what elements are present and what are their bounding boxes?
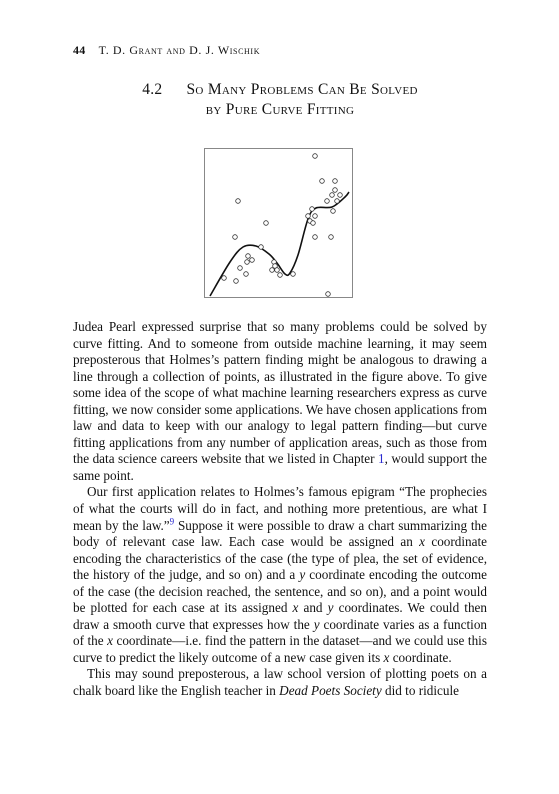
paragraph-1-end: , would support the same point. xyxy=(73,451,487,483)
body-text xyxy=(73,319,487,700)
data-point xyxy=(335,199,340,204)
data-point xyxy=(222,276,227,281)
section-title-line2: by Pure Curve Fitting xyxy=(205,101,355,118)
data-point xyxy=(311,221,316,226)
section-heading-line1 xyxy=(73,80,487,100)
data-point xyxy=(333,188,338,193)
paragraph-2-text-i: coordinate. xyxy=(389,649,452,665)
var-x: x xyxy=(292,600,299,616)
curve-fitting-figure xyxy=(204,148,353,298)
data-point xyxy=(278,273,283,278)
section-number: 4.2 xyxy=(142,81,163,98)
data-point xyxy=(233,235,238,240)
data-point xyxy=(234,279,239,284)
paragraph-1 xyxy=(73,319,487,484)
running-head-authors: T. D. Grant and D. J. Wischik xyxy=(98,43,261,57)
data-point xyxy=(329,235,334,240)
var-x: x xyxy=(419,534,425,550)
scatter-plot-svg xyxy=(205,149,352,297)
paragraph-3-text-a: This may sound preposterous, a law school version of plotting poets on a chalk board like the English teacher in xyxy=(73,666,487,699)
data-point xyxy=(259,245,264,250)
paragraph-2-text-a: Our first application relates to Holmes’s famous epigram “The prophecies of what the courts will do in fact, and nothing more pretentious, are what I mean by the law.” xyxy=(73,484,487,533)
data-point xyxy=(330,193,335,198)
footnote-marker[interactable]: 9 xyxy=(169,516,175,527)
paragraph-2 xyxy=(73,484,487,666)
var-x: x xyxy=(383,649,390,665)
var-y: y xyxy=(313,616,320,632)
running-head xyxy=(73,43,260,58)
chapter-link[interactable]: 1 xyxy=(378,451,385,467)
data-point xyxy=(244,272,249,277)
data-point xyxy=(306,214,311,219)
var-x: x xyxy=(107,633,113,649)
data-point xyxy=(291,272,296,277)
var-y: y xyxy=(327,600,334,616)
paragraph-2-text-f: coordinates. We could then draw a smooth curve that expresses how the xyxy=(73,600,487,632)
paragraph-3 xyxy=(73,666,487,699)
data-point xyxy=(275,268,280,273)
data-point xyxy=(320,179,325,184)
data-point xyxy=(313,214,318,219)
film-title: Dead Poets Society xyxy=(279,683,382,699)
data-point xyxy=(250,258,255,263)
section-title-line1: So Many Problems Can Be Solved xyxy=(186,81,418,98)
paragraph-2-text-h: coordinate—i.e. find the pattern in the dataset—and we could use this curve to predict the likely outcome of a new case given its xyxy=(73,633,487,665)
data-point xyxy=(246,254,251,259)
paragraph-2-text-e: and xyxy=(298,600,328,616)
data-point xyxy=(310,207,315,212)
data-point xyxy=(313,154,318,159)
data-point xyxy=(313,235,318,240)
var-y: y xyxy=(299,567,306,583)
data-point xyxy=(331,209,336,214)
data-point xyxy=(238,266,243,271)
paragraph-2-text-d: coordinate encoding the outcome of the case (the decision reached, the sentence, and so on), and a point would be plotted for each case at its assigned xyxy=(73,567,488,616)
data-point xyxy=(245,260,250,265)
fitted-curve xyxy=(210,192,349,296)
data-point xyxy=(264,221,269,226)
paragraph-3-text-b: did to ridicule xyxy=(381,683,459,699)
paragraph-2-text-b: Suppose it were possible to draw a chart summarizing the body of relevant case law. Each case would be assigned an xyxy=(73,517,487,550)
data-point xyxy=(338,193,343,198)
paragraph-2-text-g: coordinate varies as a function of the xyxy=(73,616,488,649)
paragraph-2-text-c: coordinate encoding the characteristics of the case (the type of plea, the set of evidence, the history of the judge, and so on) and a xyxy=(73,534,488,583)
data-point xyxy=(326,292,331,297)
data-point xyxy=(325,199,330,204)
data-point xyxy=(270,268,275,273)
paragraph-1-text: Judea Pearl expressed surprise that so many problems could be solved by curve fitting. And to someone from outside machine learning, it may seem preposterous that Holmes’s pattern finding might be analogous to drawing a line through a collection of points, as illustrated in the figure above. To give some idea of the scope of what machine learning researchers express as curve fitting, we now consider some applications. We have chosen applications from law and data to keep with our analogy to legal pattern finding—but curve fitting applications from any number of application areas, such as those from the data science careers website that we listed in Chapter xyxy=(73,319,487,467)
page-number: 44 xyxy=(73,43,86,57)
data-point xyxy=(236,199,241,204)
data-point xyxy=(333,179,338,184)
section-heading xyxy=(73,80,487,120)
